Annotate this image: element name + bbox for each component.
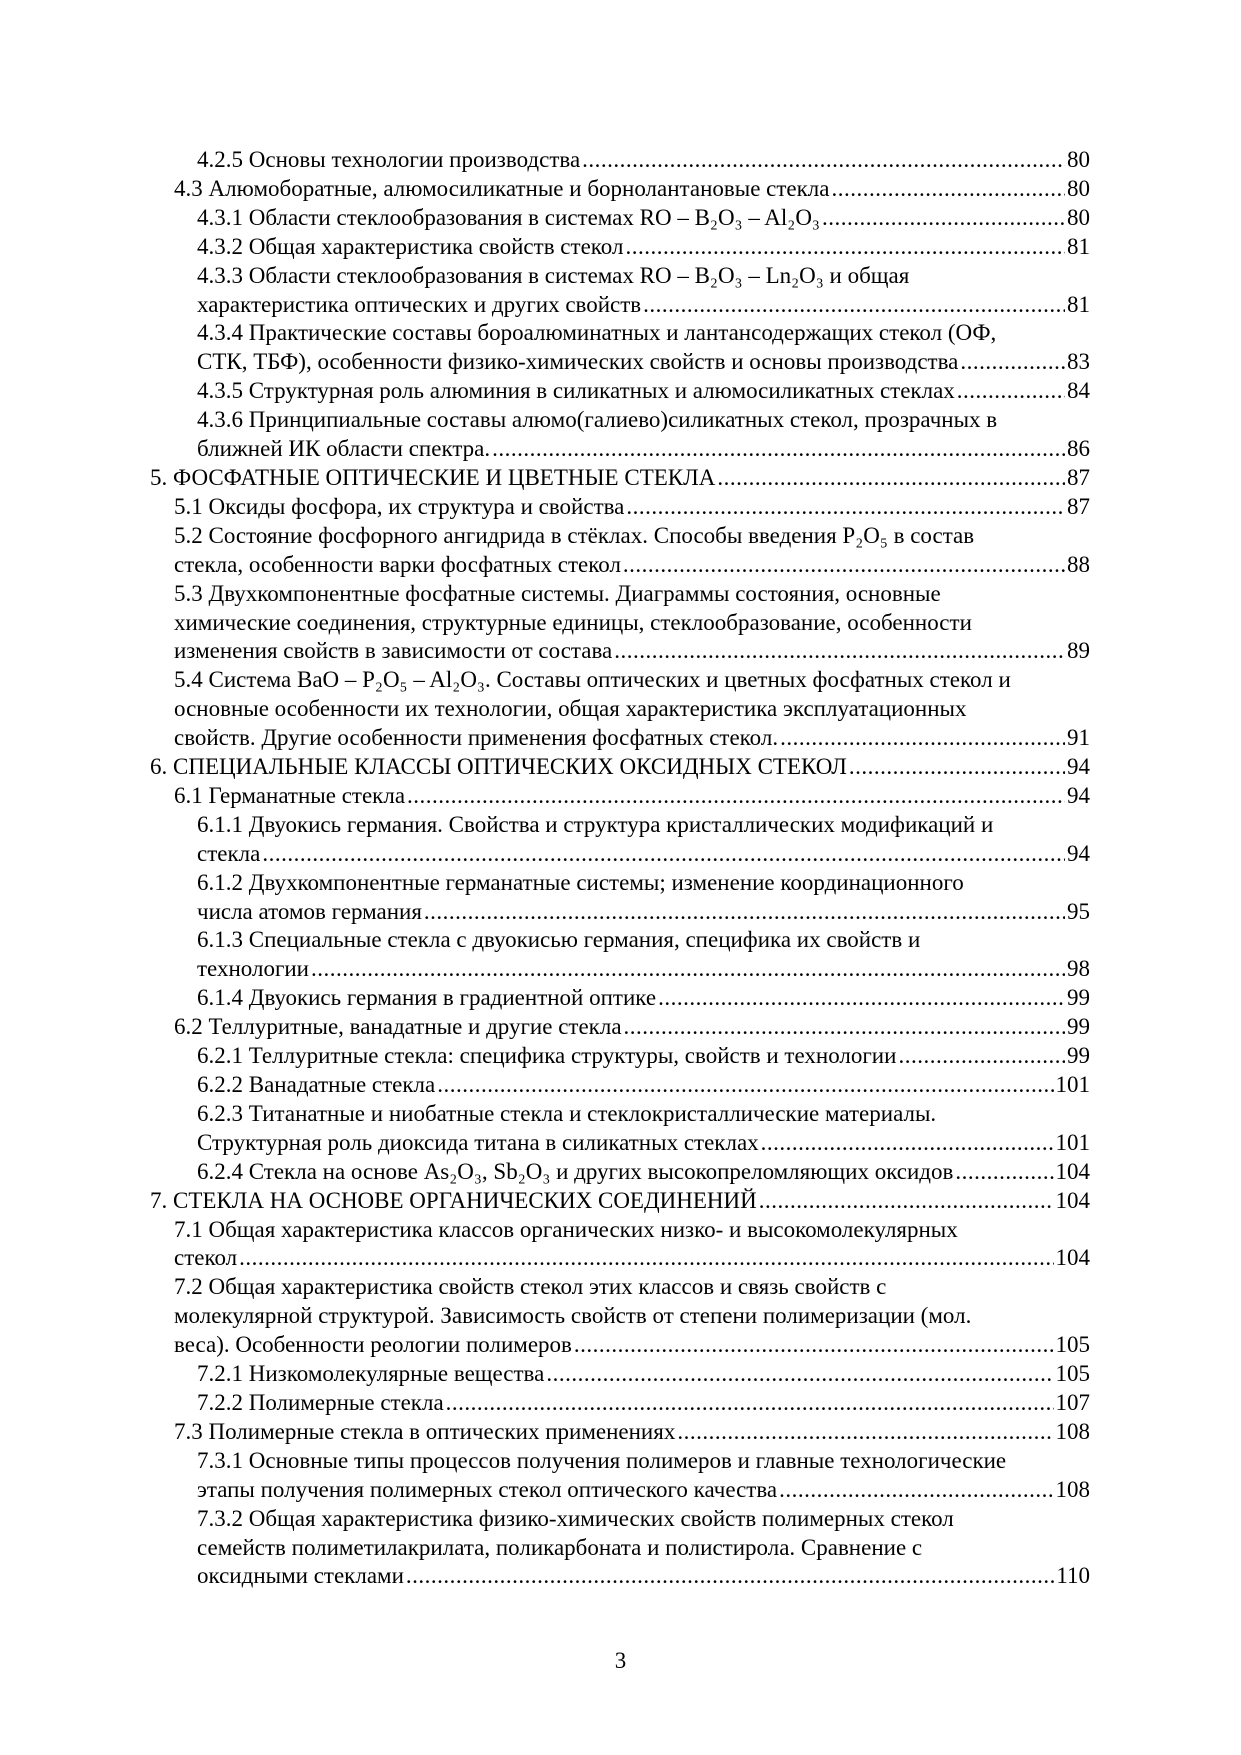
toc-entry-page: 89 bbox=[1067, 638, 1090, 664]
toc-entry-last-line bbox=[197, 955, 1090, 984]
toc-entry-last-line bbox=[197, 233, 1090, 262]
toc-entry-page: 80 bbox=[1067, 175, 1090, 201]
toc-entry-last-line bbox=[150, 464, 1090, 493]
page-number: 3 bbox=[614, 1648, 627, 1673]
toc-entry-page: 81 bbox=[1067, 233, 1090, 259]
toc-entry-title-line: 5.4 Система BaO – P₂O₅ – Al₂O₃. Составы оптических и цветных фосфатных стекол и bbox=[174, 667, 1011, 693]
toc-entry-title-line: стекол bbox=[174, 1245, 238, 1271]
toc-entry-page: 104 bbox=[1055, 1245, 1090, 1271]
dot-leader bbox=[643, 291, 1065, 320]
toc-entry-last-line bbox=[174, 551, 1090, 580]
toc-entry-page: 94 bbox=[1067, 754, 1090, 780]
toc-entry-last-line bbox=[174, 1013, 1090, 1042]
toc-entry-title-line: 6.2.2 Ванадатные стекла bbox=[197, 1072, 436, 1097]
toc-entry[interactable] bbox=[150, 493, 1090, 522]
toc-entry-title-line: 6.1.2 Двухкомпонентные германатные системы; изменение координационного bbox=[197, 869, 964, 895]
toc-entry-last-line bbox=[174, 637, 1090, 666]
toc-entry[interactable] bbox=[150, 1360, 1090, 1389]
toc-entry-page: 86 bbox=[1067, 436, 1090, 462]
toc-entry-title-line: 7.3.2 Общая характеристика физико-химических свойств полимерных стекол bbox=[197, 1505, 954, 1531]
toc-entry-title-line: 6.1 Германатные стекла bbox=[174, 782, 406, 808]
toc-entry-page: 91 bbox=[1067, 725, 1090, 751]
toc-entry-last-line bbox=[174, 724, 1090, 753]
table-of-contents bbox=[150, 146, 1090, 1591]
toc-entry[interactable] bbox=[150, 464, 1090, 493]
dot-leader bbox=[779, 1476, 1053, 1505]
toc-entry-title-line: семейств полиметилакрилата, поликарбоната и полистирола. Сравнение с bbox=[197, 1534, 923, 1560]
toc-entry-page: 108 bbox=[1055, 1418, 1090, 1444]
toc-entry-title-line: ближней ИК области спектра. bbox=[197, 436, 491, 462]
dot-leader bbox=[759, 1187, 1054, 1216]
toc-entry-title-line: 4.2.5 Основы технологии производства bbox=[197, 147, 581, 172]
dot-leader bbox=[624, 1013, 1065, 1042]
toc-entry-last-line bbox=[197, 1158, 1090, 1187]
toc-entry-last-line bbox=[174, 175, 1090, 204]
toc-entry[interactable] bbox=[150, 1447, 1090, 1505]
toc-entry-page: 80 bbox=[1067, 204, 1090, 230]
toc-entry-page: 104 bbox=[1055, 1187, 1090, 1213]
toc-entry-page: 105 bbox=[1055, 1361, 1090, 1387]
toc-entry-title-line: этапы получения полимерных стекол оптического качества bbox=[197, 1476, 778, 1502]
toc-entry[interactable] bbox=[150, 1273, 1090, 1360]
toc-entry[interactable] bbox=[150, 782, 1090, 811]
toc-entry-title-line: 4.3.2 Общая характеристика свойств стекол bbox=[197, 233, 624, 259]
dot-leader bbox=[262, 840, 1065, 869]
dot-leader bbox=[849, 753, 1065, 782]
toc-entry-last-line bbox=[197, 435, 1090, 464]
dot-leader bbox=[677, 1418, 1053, 1447]
toc-entry-title-line: числа атомов германия bbox=[197, 898, 422, 924]
toc-entry-page: 88 bbox=[1067, 551, 1090, 577]
dot-leader bbox=[446, 1389, 1054, 1418]
toc-entry[interactable] bbox=[150, 1013, 1090, 1042]
toc-entry-title-line: Структурная роль диоксида титана в силикатных стеклах bbox=[197, 1129, 759, 1155]
toc-entry-last-line bbox=[197, 348, 1090, 377]
toc-entry-title-line: характеристика оптических и других свойств bbox=[197, 291, 642, 317]
toc-entry-page: 94 bbox=[1067, 782, 1090, 808]
dot-leader bbox=[614, 637, 1065, 666]
toc-entry-title-line: молекулярной структурой. Зависимость свойств от степени полимеризации (мол. bbox=[174, 1303, 972, 1329]
toc-entry-page: 107 bbox=[1055, 1389, 1090, 1415]
dot-leader bbox=[574, 1331, 1054, 1360]
toc-entry-page: 83 bbox=[1067, 349, 1090, 375]
dot-leader bbox=[623, 551, 1065, 580]
toc-entry-last-line bbox=[197, 1042, 1090, 1071]
toc-entry-last-line bbox=[174, 1418, 1090, 1447]
toc-entry-last-line bbox=[197, 291, 1090, 320]
toc-entry[interactable] bbox=[150, 1100, 1090, 1158]
toc-entry-page: 99 bbox=[1067, 1014, 1090, 1040]
toc-entry-title-line: 6.2.1 Теллуритные стекла: специфика структуры, свойств и технологии bbox=[197, 1043, 897, 1069]
toc-entry-title-line: 4.3 Алюмоборатные, алюмосиликатные и борнолантановые стекла bbox=[174, 175, 830, 201]
toc-entry[interactable] bbox=[150, 1042, 1090, 1071]
toc-entry-last-line bbox=[197, 1476, 1090, 1505]
toc-entry[interactable] bbox=[150, 666, 1090, 753]
toc-entry-title-line: 7.3.1 Основные типы процессов получения полимеров и главные технологические bbox=[197, 1447, 1007, 1473]
toc-entry-last-line bbox=[197, 1071, 1090, 1100]
dot-leader bbox=[407, 782, 1065, 811]
toc-entry-page: 95 bbox=[1067, 898, 1090, 924]
toc-entry-title-line: 5.2 Состояние фосфорного ангидрида в стёклах. Способы введения P₂O₅ в состав bbox=[174, 522, 975, 548]
toc-entry-last-line bbox=[197, 1389, 1090, 1418]
toc-entry[interactable] bbox=[150, 1418, 1090, 1447]
toc-entry[interactable] bbox=[150, 175, 1090, 204]
dot-leader bbox=[658, 984, 1065, 1013]
toc-entry[interactable] bbox=[150, 1505, 1090, 1592]
toc-entry-title-line: 6. СПЕЦИАЛЬНЫЕ КЛАССЫ ОПТИЧЕСКИХ ОКСИДНЫХ СТЕКОЛ bbox=[150, 754, 847, 780]
dot-leader bbox=[780, 724, 1065, 753]
toc-entry-last-line bbox=[174, 1331, 1090, 1360]
toc-entry-title-line: 7.3 Полимерные стекла в оптических применениях bbox=[174, 1418, 676, 1444]
toc-entry[interactable] bbox=[150, 233, 1090, 262]
dot-leader bbox=[761, 1129, 1054, 1158]
toc-entry-title-line: 5.3 Двухкомпонентные фосфатные системы. Диаграммы состояния, основные bbox=[174, 580, 941, 606]
toc-entry[interactable] bbox=[150, 319, 1090, 377]
dot-leader bbox=[625, 233, 1065, 262]
toc-entry-last-line bbox=[197, 840, 1090, 869]
toc-entry[interactable] bbox=[150, 1187, 1090, 1216]
toc-entry[interactable] bbox=[150, 811, 1090, 869]
toc-entry-page: 98 bbox=[1067, 956, 1090, 982]
toc-entry-title-line: стекла bbox=[197, 840, 261, 866]
toc-entry-title-line: технологии bbox=[197, 956, 309, 982]
toc-entry-title-line: 6.1.3 Специальные стекла с двуокисью германия, специфика их свойств и bbox=[197, 927, 921, 953]
toc-entry-page: 87 bbox=[1067, 493, 1090, 519]
toc-entry-title-line: химические соединения, структурные единицы, стеклообразование, особенности bbox=[174, 609, 972, 635]
toc-entry[interactable] bbox=[150, 869, 1090, 927]
toc-entry-title-line: 7.2 Общая характеристика свойств стекол этих классов и связь свойств с bbox=[174, 1274, 887, 1300]
toc-entry-title-line: стекла, особенности варки фосфатных стекол bbox=[174, 551, 621, 577]
dot-leader bbox=[239, 1244, 1053, 1273]
dot-leader bbox=[311, 955, 1065, 984]
toc-entry-title-line: 6.2.3 Титанатные и ниобатные стекла и стеклокристаллические материалы. bbox=[197, 1100, 937, 1126]
toc-entry-last-line bbox=[197, 1562, 1090, 1591]
dot-leader bbox=[424, 898, 1065, 927]
dot-leader bbox=[957, 377, 1065, 406]
toc-entry[interactable] bbox=[150, 1389, 1090, 1418]
dot-leader bbox=[898, 1042, 1065, 1071]
toc-entry-last-line bbox=[197, 1129, 1090, 1158]
toc-entry[interactable] bbox=[150, 580, 1090, 667]
toc-entry-page: 80 bbox=[1067, 147, 1090, 172]
toc-entry-page: 108 bbox=[1055, 1476, 1090, 1502]
toc-entry[interactable] bbox=[150, 204, 1090, 233]
toc-entry[interactable] bbox=[150, 522, 1090, 580]
toc-entry-title-line: оксидными стеклами bbox=[197, 1563, 404, 1589]
dot-leader bbox=[492, 435, 1065, 464]
toc-entry[interactable] bbox=[150, 377, 1090, 406]
dot-leader bbox=[831, 175, 1065, 204]
toc-entry-title-line: 7.1 Общая характеристика классов органических низко- и высокомолекулярных bbox=[174, 1216, 958, 1242]
toc-entry-page: 104 bbox=[1055, 1158, 1090, 1184]
toc-entry-page: 84 bbox=[1067, 378, 1090, 404]
toc-entry-last-line bbox=[197, 898, 1090, 927]
dot-leader bbox=[626, 493, 1065, 522]
toc-entry[interactable] bbox=[150, 262, 1090, 320]
toc-entry[interactable] bbox=[150, 406, 1090, 464]
toc-entry-last-line bbox=[197, 377, 1090, 406]
dot-leader bbox=[717, 464, 1065, 493]
toc-entry-title-line: 6.1.4 Двуокись германия в градиентной оптике bbox=[197, 985, 657, 1011]
toc-entry-page: 101 bbox=[1055, 1072, 1090, 1097]
toc-entry-title-line: 5. ФОСФАТНЫЕ ОПТИЧЕСКИЕ И ЦВЕТНЫЕ СТЕКЛА bbox=[150, 464, 716, 490]
toc-entry-page: 87 bbox=[1067, 464, 1090, 490]
toc-entry[interactable] bbox=[150, 1071, 1090, 1100]
toc-entry-title-line: веса). Особенности реологии полимеров bbox=[174, 1332, 572, 1358]
toc-entry-title-line: СТК, ТБФ), особенности физико-химических свойств и основы производства bbox=[197, 349, 959, 375]
toc-entry-last-line bbox=[197, 204, 1090, 233]
toc-entry[interactable] bbox=[150, 1158, 1090, 1187]
toc-entry[interactable] bbox=[150, 1216, 1090, 1274]
dot-leader bbox=[406, 1562, 1054, 1591]
dot-leader bbox=[546, 1360, 1053, 1389]
toc-entry-page: 110 bbox=[1056, 1563, 1090, 1589]
dot-leader bbox=[955, 1158, 1053, 1187]
toc-entry-title-line: изменения свойств в зависимости от состава bbox=[174, 638, 613, 664]
toc-entry-title-line: свойств. Другие особенности применения фосфатных стекол. bbox=[174, 725, 779, 751]
toc-entry-title-line: 6.2 Теллуритные, ванадатные и другие стекла bbox=[174, 1014, 622, 1040]
toc-entry[interactable] bbox=[150, 753, 1090, 782]
toc-entry-title-line: 7. СТЕКЛА НА ОСНОВЕ ОРГАНИЧЕСКИХ СОЕДИНЕНИЙ bbox=[150, 1187, 757, 1213]
toc-entry-page: 99 bbox=[1067, 985, 1090, 1011]
toc-entry-last-line bbox=[174, 782, 1090, 811]
toc-entry-page: 101 bbox=[1055, 1129, 1090, 1155]
toc-entry-last-line bbox=[197, 1360, 1090, 1389]
dot-leader bbox=[960, 348, 1065, 377]
toc-entry-title-line: 7.2.1 Низкомолекулярные вещества bbox=[197, 1361, 545, 1387]
toc-entry-title-line: 6.1.1 Двуокись германия. Свойства и структура кристаллических модификаций и bbox=[197, 811, 994, 837]
toc-entry-title-line: 7.2.2 Полимерные стекла bbox=[197, 1389, 444, 1415]
toc-entry-title-line: 4.3.3 Области стеклообразования в системах RO – B₂O₃ – Ln₂O₃ и общая bbox=[197, 262, 910, 288]
toc-entry-last-line bbox=[174, 493, 1090, 522]
toc-entry-last-line bbox=[150, 753, 1090, 782]
toc-entry-title-line: 4.3.6 Принципиальные составы алюмо(галиево)силикатных стекол, прозрачных в bbox=[197, 407, 998, 433]
toc-entry[interactable] bbox=[150, 984, 1090, 1013]
toc-entry[interactable] bbox=[150, 926, 1090, 984]
toc-entry-title-line: основные особенности их технологии, общая характеристика эксплуатационных bbox=[174, 696, 967, 722]
toc-entry-page: 105 bbox=[1055, 1332, 1090, 1358]
toc-entry-title-line: 6.2.4 Стекла на основе As₂O₃, Sb₂O₃ и других высокопреломляющих оксидов bbox=[197, 1158, 954, 1184]
toc-entry-last-line bbox=[197, 146, 1090, 175]
dot-leader bbox=[822, 204, 1065, 233]
dot-leader bbox=[582, 146, 1065, 175]
toc-entry-title-line: 4.3.4 Практические составы бороалюминатных и лантансодержащих стекол (ОФ, bbox=[197, 320, 997, 346]
toc-entry-title-line: 5.1 Оксиды фосфора, их структура и свойства bbox=[174, 493, 625, 519]
toc-entry-title-line: 4.3.5 Структурная роль алюминия в силикатных и алюмосиликатных стеклах bbox=[197, 378, 955, 404]
toc-entry-page: 99 bbox=[1067, 1043, 1090, 1069]
toc-entry[interactable] bbox=[150, 146, 1090, 175]
dot-leader bbox=[437, 1071, 1053, 1100]
toc-entry-last-line bbox=[150, 1187, 1090, 1216]
toc-entry-page: 81 bbox=[1067, 291, 1090, 317]
toc-entry-last-line bbox=[197, 984, 1090, 1013]
toc-entry-page: 94 bbox=[1067, 840, 1090, 866]
toc-entry-title-line: 4.3.1 Области стеклообразования в системах RO – B₂O₃ – Al₂O₃ bbox=[197, 204, 820, 230]
toc-entry-last-line bbox=[174, 1244, 1090, 1273]
